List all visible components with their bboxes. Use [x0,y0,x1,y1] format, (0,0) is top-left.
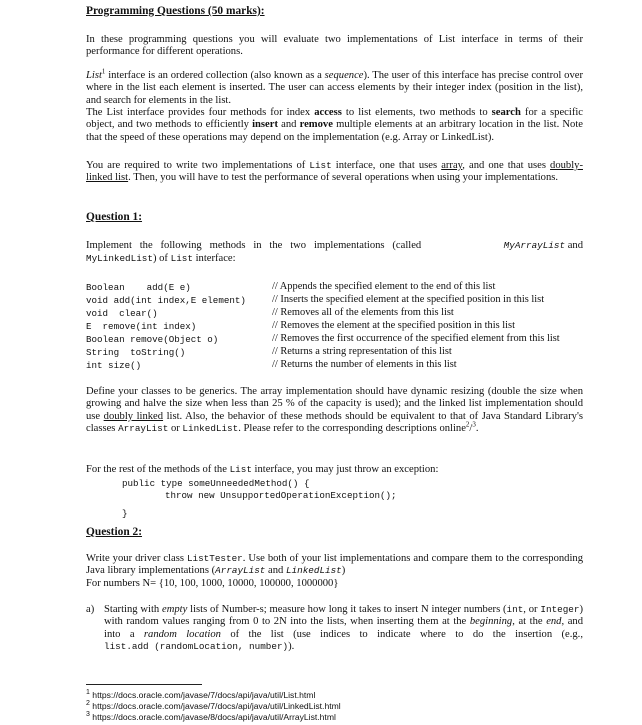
intro-paragraph-3 [86,107,583,144]
footnote [86,690,315,700]
code-line-1: public type someUnneededMethod() { [122,478,310,489]
q2-paragraph-1 [86,553,583,578]
intro-text-1: In these programming questions you will evaluate two implementations of List interface in terms of their performance for different operations. [86,34,583,58]
method-signature: Boolean remove(Object o) [86,334,219,345]
doubly-linked-link[interactable]: doubly linked [103,410,164,422]
intro-text-4a: You are required to write two implementations of [86,160,310,171]
list-code-3: List [229,464,252,475]
q2-a-text-15: ). [288,640,295,652]
q1-text-1a: Implement the following methods in the two implementations (called [86,240,422,251]
intro-text-3b: to list elements, two methods to [341,107,492,118]
q1-para-text-h: / [469,422,473,434]
intro-text-2a: interface is an ordered collection (also known as a [105,70,325,81]
q1-para-text-e: or [168,422,183,434]
q1-instruction-line-2 [86,253,236,265]
footnote-ref-1: 1 [101,67,106,76]
q2-numbers-line: For numbers N= {10, 100, 1000, 10000, 100000, 1000000} [86,578,339,589]
method-description: // Inserts the specified element at the specified position in this list [272,294,545,305]
q2-a-text-11: , and into a [104,616,584,640]
myarraylist-code: MyArrayList [503,240,566,251]
q2-a-text-9: , at the [512,616,547,628]
list-code: List [309,160,332,171]
footnote-number: 1 [86,689,90,697]
integer-code: Integer [540,604,580,615]
q2-part-a-text [104,604,583,653]
q1-rest-text-a: For the rest of the methods of the [86,464,230,475]
q2-text-1a: Write your driver class [86,553,187,564]
mylinkedlist-code: MyLinkedList [86,253,153,264]
code-line-3: } [122,508,128,519]
doubly-linked-list-link[interactable]: doubly-linked list [86,160,583,184]
footnote-number: 2 [86,700,90,708]
method-signature: int size() [86,360,142,371]
insert-term: insert [252,119,278,131]
q1-rest-methods-line [86,464,438,476]
footnote-link[interactable]: https://docs.oracle.com/javase/7/docs/api/java/util/List.html [92,690,316,700]
q2-text-1c: . Use both of your list implementations and compare them to the corresponding Java library implementations ( [86,553,584,577]
intro-text-4d: . Then, you will have to test the performance of several operations when using your implementations. [128,172,559,184]
q2-text-1e: and [265,565,286,577]
intro-text-3c: for a specific object, and two methods to efficiently [86,107,583,131]
q1-text-2d: interface: [192,253,236,264]
end-term: end [546,616,562,628]
list-add-code: list.add (randomLocation, number) [104,640,289,652]
q1-para-text-a: Define your classes to be generics. The array implementation should have dynamic resizing (double the size when growing and halve the size when less than 25 % of the capacity is used); and the linked list implementation should use [86,386,583,422]
q1-para-text-c: list. Also, the behavior of these methods should be equivalent to that of Java Standard Library's classes [86,410,583,434]
question-2-heading: Question 2: [86,526,143,538]
q1-para-text-g: . Please refer to the corresponding descriptions online [238,422,466,434]
footnote-number: 3 [86,711,90,719]
method-description: // Appends the specified element to the end of this list [272,281,496,292]
method-description: // Returns the number of elements in this list [272,359,457,370]
q2-a-text-13: of the list (use indices to indicate where to do the insertion (e.g., [220,628,583,640]
array-link[interactable]: array [441,160,463,171]
q2-text-1g: ) [341,565,346,577]
intro-text-3e: multiple elements at an arbitrary location in the list. Note that the speed of these operations may depend on the implementation (e.g. Array or LinkedList). [86,119,584,143]
method-signature: void add(int index,E element) [86,295,246,306]
q1-text-2b: ) of [152,253,171,264]
search-term: search [491,107,521,118]
method-description: // Removes the first occurrence of the specified element from this list [272,333,560,344]
footnote [86,712,336,722]
footnote [86,701,341,711]
method-signature: E remove(int index) [86,321,197,332]
footnote-ref-2: 2 [465,420,470,429]
q1-text-1c: and [565,240,583,251]
access-term: access [314,107,342,118]
q2-a-text-3: lists of Number-s; measure how long it takes to insert N integer numbers ( [187,604,507,615]
intro-text-4b: interface, one that uses [331,160,442,171]
q1-para-text-i: . [475,422,479,434]
code-line-2: throw new UnsupportedOperationException(); [165,490,397,501]
method-description: // Returns a string representation of this list [272,346,452,357]
intro-text-2b: ). The user of this interface has precise control over where in the list each element is inserted. The user can access elements by their integer index (position in the list), and search for elements in the list. [86,70,583,106]
beginning-term: beginning [469,616,513,628]
intro-text-4c: , and one that uses [462,160,551,171]
footnote-ref-3: 3 [472,420,476,429]
empty-term: empty [162,604,188,615]
arraylist-code-2: ArrayList [215,565,266,577]
arraylist-code: ArrayList [118,422,169,434]
intro-paragraph-2 [86,67,583,107]
method-signature: Boolean add(E e) [86,282,191,293]
intro-paragraph-4 [86,160,583,185]
q2-a-text-7: ) with random values ranging from 0 to 2N into the lists, when inserting them at the [104,604,583,628]
sequence-term: sequence [324,70,364,81]
q1-rest-text-c: interface, you may just throw an exception: [251,464,439,475]
int-code: int [506,604,524,615]
q1-instruction-line-1 [86,240,583,252]
q2-a-text-5: , or [523,604,541,615]
footnote-link[interactable]: https://docs.oracle.com/javase/8/docs/api/java/util/ArrayList.html [92,712,336,722]
listtester-code: ListTester [186,553,243,564]
footnote-separator [86,684,202,685]
section-title: Programming Questions (50 marks): [86,5,265,17]
linkedlist-code: LinkedList [182,422,239,434]
method-signature: void clear() [86,308,158,319]
q2-a-text-1: Starting with [104,604,163,615]
intro-text-3a: The List interface provides four methods for index [86,107,315,118]
random-location-term: random location [143,628,221,640]
list-term: List [86,70,102,81]
footnote-link[interactable]: https://docs.oracle.com/javase/7/docs/api/java/util/LinkedList.html [92,701,341,711]
method-description: // Removes the element at the specified position in this list [272,320,515,331]
list-code-2: List [170,253,193,264]
method-description: // Removes all of the elements from this list [272,307,454,318]
q2-part-a-label: a) [86,604,95,615]
linkedlist-code-2: LinkedList [285,565,342,577]
intro-paragraph-1 [86,34,583,59]
intro-text-3d: and [277,119,300,131]
remove-term: remove [299,119,333,131]
question-1-heading: Question 1: [86,211,143,223]
q1-generics-paragraph [86,386,583,435]
method-signature: String toString() [86,347,186,358]
